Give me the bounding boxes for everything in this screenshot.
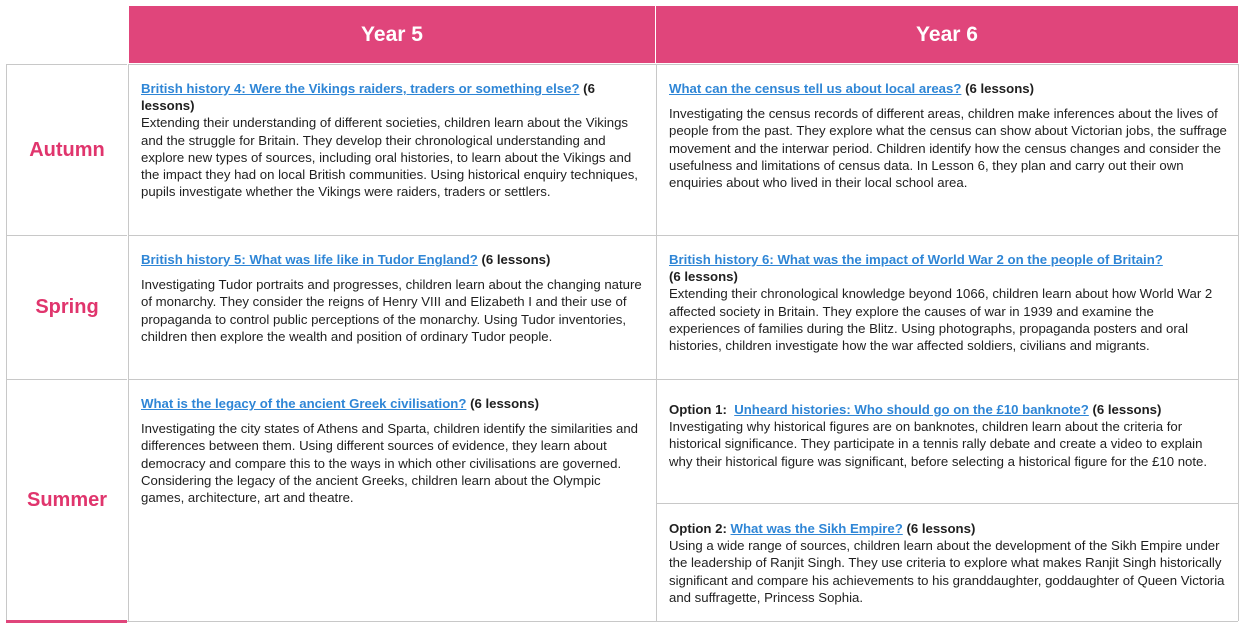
lessons-count: (6 lessons)	[141, 81, 595, 114]
lessons-count: (6 lessons)	[669, 269, 738, 285]
autumn-year5-link[interactable]: British history 4: Were the Vikings raiders, traders or something else?	[141, 81, 580, 96]
summer-year6-option2-cell	[656, 503, 1239, 621]
year6-header: Year 6	[656, 6, 1238, 63]
autumn-year6-link[interactable]: What can the census tell us about local areas?	[669, 81, 962, 96]
option-label: Option 2:	[669, 521, 727, 536]
lessons-count: (6 lessons)	[481, 252, 551, 267]
summer-year5-cell	[128, 379, 656, 621]
spring-year5-link[interactable]: British history 5: What was life like in Tudor England?	[141, 252, 478, 267]
lessons-count: (6 lessons)	[965, 81, 1034, 96]
unit-description: Investigating the city states of Athens and Sparta, children identify the similarities and differences between them. Using different sources of evidence, they learn about democracy and compare this to the ways in which other civilisations are governed. Considering the legacy of the ancient Greeks, children learn about the Olympic games, architecture, art and theatre.	[141, 421, 639, 506]
term-autumn: Autumn	[6, 64, 127, 235]
autumn-year6-cell	[656, 64, 1239, 235]
summer-year6-option2-link[interactable]: What was the Sikh Empire?	[730, 521, 903, 536]
term-summer: Summer	[6, 379, 127, 621]
lessons-count: (6 lessons)	[906, 521, 976, 536]
unit-description: Investigating Tudor portraits and progresses, children learn about the changing nature of monarchy. They consider the reigns of Henry VIII and Elizabeth I and their use of propaganda to control public perceptions of the monarchy. Using Tudor inventories, children then explore the wealth and position of ordinary Tudor people.	[141, 277, 642, 344]
summer-year5-link[interactable]: What is the legacy of the ancient Greek civilisation?	[141, 396, 467, 411]
unit-description: Investigating the census records of different areas, children make inferences about the lives of people from the past. They explore what the census can show about Victorian jobs, the suffrage movement and the interwar period. Children identify how the census changes and consider the usefulness and limitations of census data. In Lesson 6, they plan and carry out their own enquiries about who lived in their local school area.	[669, 106, 1227, 191]
accent-bar	[6, 620, 127, 623]
spring-year6-cell	[656, 235, 1239, 379]
unit-description: Extending their understanding of different societies, children learn about the Vikings and the struggle for Britain. They develop their chronological understanding and explore new types of sources, including oral histories, to learn about the Vikings and the impact they had on local British communities. Using historical enquiry techniques, pupils investigate whether the Vikings were raiders, traders or settlers.	[141, 115, 638, 200]
table-bottom-border	[6, 621, 1238, 622]
unit-description: Investigating why historical figures are on banknotes, children learn about the criteria for historical significance. They participate in a tennis rally debate and create a video to explain why their historical figure was significant, before selecting a historical figure for the £10 note.	[669, 419, 1208, 469]
summer-year6-option1-link[interactable]: Unheard histories: Who should go on the £10 banknote?	[734, 402, 1089, 417]
lessons-count: (6 lessons)	[470, 396, 539, 411]
year5-header: Year 5	[129, 6, 655, 63]
spring-year6-link[interactable]: British history 6: What was the impact of World War 2 on the people of Britain?	[669, 252, 1163, 267]
unit-description: Using a wide range of sources, children learn about the development of the Sikh Empire under the leadership of Ranjit Singh. They use criteria to explore what makes Ranjit Singh historically significant and compare his achievements to his granddaughter, goddaughter of Queen Victoria and suffragette, Princess Sophia.	[669, 538, 1225, 605]
lessons-count: (6 lessons)	[1092, 402, 1162, 417]
autumn-year5-cell	[128, 64, 656, 235]
summer-year6-option1-cell	[656, 379, 1239, 503]
unit-description: Extending their chronological knowledge beyond 1066, children learn about how World War 2 affected society in Britain. They explore the causes of war in 1939 and examine the experiences of families during the Blitz. Using photographs, propaganda posters and oral histories, children investigate how the war affected soldiers, civilians and migrants.	[669, 286, 1213, 354]
option-label: Option 1:	[669, 402, 727, 417]
spring-year5-cell	[128, 235, 656, 379]
term-spring: Spring	[6, 235, 127, 379]
